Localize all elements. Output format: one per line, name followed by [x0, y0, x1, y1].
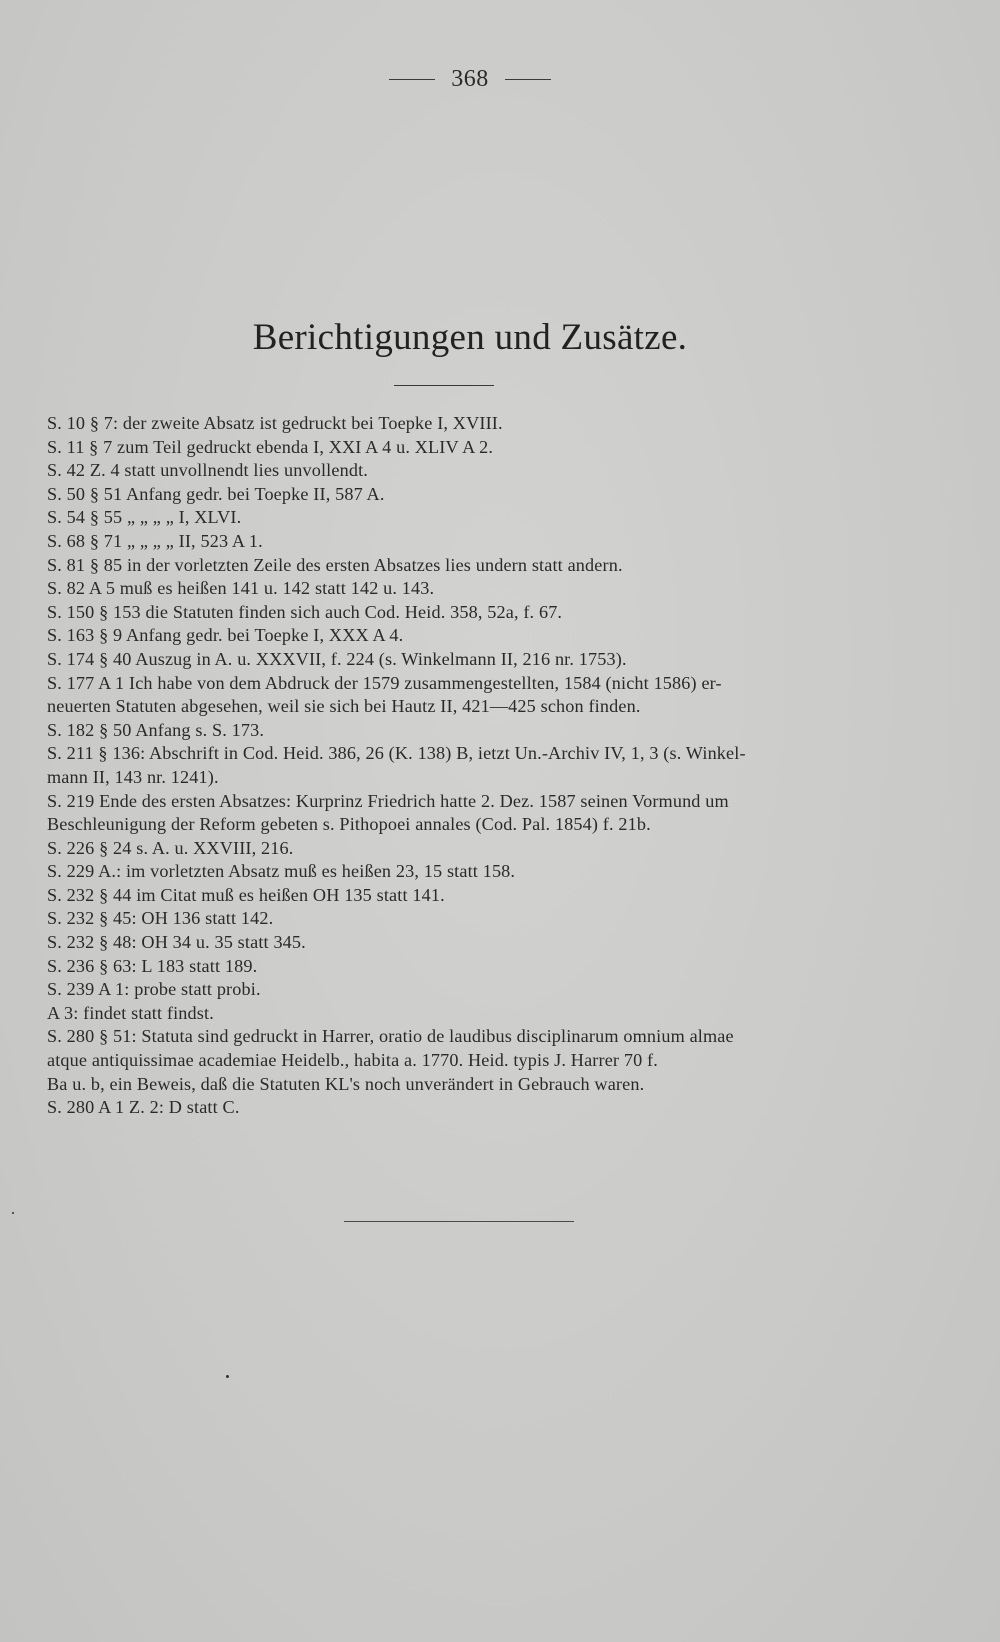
correction-entry	[47, 554, 892, 578]
correction-entry	[47, 624, 892, 648]
entry-line: S. 54 § 55 „ „ „ „ I, XLVI.	[47, 507, 242, 528]
entry-line: S. 174 § 40 Auszug in A. u. XXXVII, f. 224 (s. Winkelmann II, 216 nr. 1753).	[47, 648, 627, 669]
closing-rule	[344, 1221, 574, 1222]
entry-line: S. 211 § 136: Abschrift in Cod. Heid. 386, 26 (K. 138) B, ietzt Un.-Archiv IV, 1, 3 (s. Winkel-	[47, 743, 746, 764]
corrections-list	[47, 412, 892, 1120]
entry-continuation-line: neuerten Statuten abgesehen, weil sie sich bei Hautz II, 421—425 schon finden.	[47, 696, 641, 717]
correction-entry	[47, 436, 892, 460]
correction-entry	[47, 506, 892, 530]
page-header	[0, 66, 940, 93]
entry-continuation-line: atque antiquissimae academiae Heidelb., habita a. 1770. Heid. typis J. Harrer 70 f.	[47, 1050, 658, 1071]
paper-speck	[12, 1212, 14, 1214]
correction-entry	[47, 601, 892, 625]
entry-continuation-line: mann II, 143 nr. 1241).	[47, 766, 219, 787]
entry-line: S. 163 § 9 Anfang gedr. bei Toepke I, XXX A 4.	[47, 625, 404, 646]
correction-entry	[47, 459, 892, 483]
entry-line: S. 11 § 7 zum Teil gedruckt ebenda I, XXI A 4 u. XLIV A 2.	[47, 436, 494, 457]
correction-entry	[47, 648, 892, 672]
entry-line: S. 226 § 24 s. A. u. XXVIII, 216.	[47, 837, 294, 858]
entry-continuation-line: Beschleunigung der Reform gebeten s. Pithopoei annales (Cod. Pal. 1854) f. 21b.	[47, 814, 651, 835]
entry-line: S. 150 § 153 die Statuten finden sich auch Cod. Heid. 358, 52a, f. 67.	[47, 601, 563, 622]
entry-line: S. 68 § 71 „ „ „ „ II, 523 A 1.	[47, 530, 263, 551]
correction-entry	[47, 483, 892, 507]
entry-line: S. 229 A.: im vorletzten Absatz muß es heißen 23, 15 statt 158.	[47, 861, 516, 882]
correction-entry	[47, 1025, 892, 1096]
entry-line: S. 10 § 7: der zweite Absatz ist gedruckt bei Toepke I, XVIII.	[47, 413, 503, 433]
header-dash-right	[505, 79, 551, 80]
title-rule	[394, 385, 494, 386]
entry-continuation-line: A 3: findet statt findst.	[47, 1002, 214, 1023]
entry-line: S. 232 § 44 im Citat muß es heißen OH 135 statt 141.	[47, 884, 445, 905]
entry-line: S. 42 Z. 4 statt unvollnendt lies unvollendt.	[47, 460, 368, 481]
header-dash-left	[389, 79, 435, 80]
entry-line: S. 182 § 50 Anfang s. S. 173.	[47, 719, 265, 740]
correction-entry	[47, 719, 892, 743]
entry-line: S. 82 A 5 muß es heißen 141 u. 142 statt 142 u. 143.	[47, 578, 435, 599]
correction-entry	[47, 577, 892, 601]
page-title: Berichtigungen und Zusätze.	[252, 317, 688, 358]
correction-entry	[47, 530, 892, 554]
entry-line: S. 177 A 1 Ich habe von dem Abdruck der 1579 zusammengestellten, 1584 (nicht 1586) er-	[47, 672, 722, 693]
entry-line: S. 81 § 85 in der vorletzten Zeile des ersten Absatzes lies undern statt andern.	[47, 554, 623, 575]
correction-entry	[47, 672, 892, 719]
entry-line: S. 280 § 51: Statuta sind gedruckt in Harrer, oratio de laudibus disciplinarum omnium almae	[47, 1026, 734, 1047]
correction-entry	[47, 790, 892, 837]
correction-entry	[47, 907, 892, 931]
entry-line: S. 50 § 51 Anfang gedr. bei Toepke II, 587 A.	[47, 483, 385, 504]
paper-speck	[226, 1375, 229, 1378]
correction-entry	[47, 978, 892, 1025]
entry-line: S. 232 § 45: OH 136 statt 142.	[47, 908, 274, 929]
entry-line: S. 280 A 1 Z. 2: D statt C.	[47, 1097, 240, 1118]
correction-entry	[47, 742, 892, 789]
correction-entry	[47, 860, 892, 884]
entry-line: S. 239 A 1: probe statt probi.	[47, 979, 261, 1000]
entry-line: S. 232 § 48: OH 34 u. 35 statt 345.	[47, 932, 306, 953]
entry-line: S. 236 § 63: L 183 statt 189.	[47, 955, 258, 976]
correction-entry	[47, 837, 892, 861]
correction-entry	[47, 931, 892, 955]
correction-entry	[47, 955, 892, 979]
correction-entry	[47, 412, 892, 436]
correction-entry	[47, 884, 892, 908]
correction-entry	[47, 1096, 892, 1120]
entry-line: S. 219 Ende des ersten Absatzes: Kurprinz Friedrich hatte 2. Dez. 1587 seinen Vormund um	[47, 790, 729, 811]
entry-continuation-line: Ba u. b, ein Beweis, daß die Statuten KL's noch unverändert in Gebrauch waren.	[47, 1073, 645, 1094]
page-number: 368	[451, 66, 489, 92]
